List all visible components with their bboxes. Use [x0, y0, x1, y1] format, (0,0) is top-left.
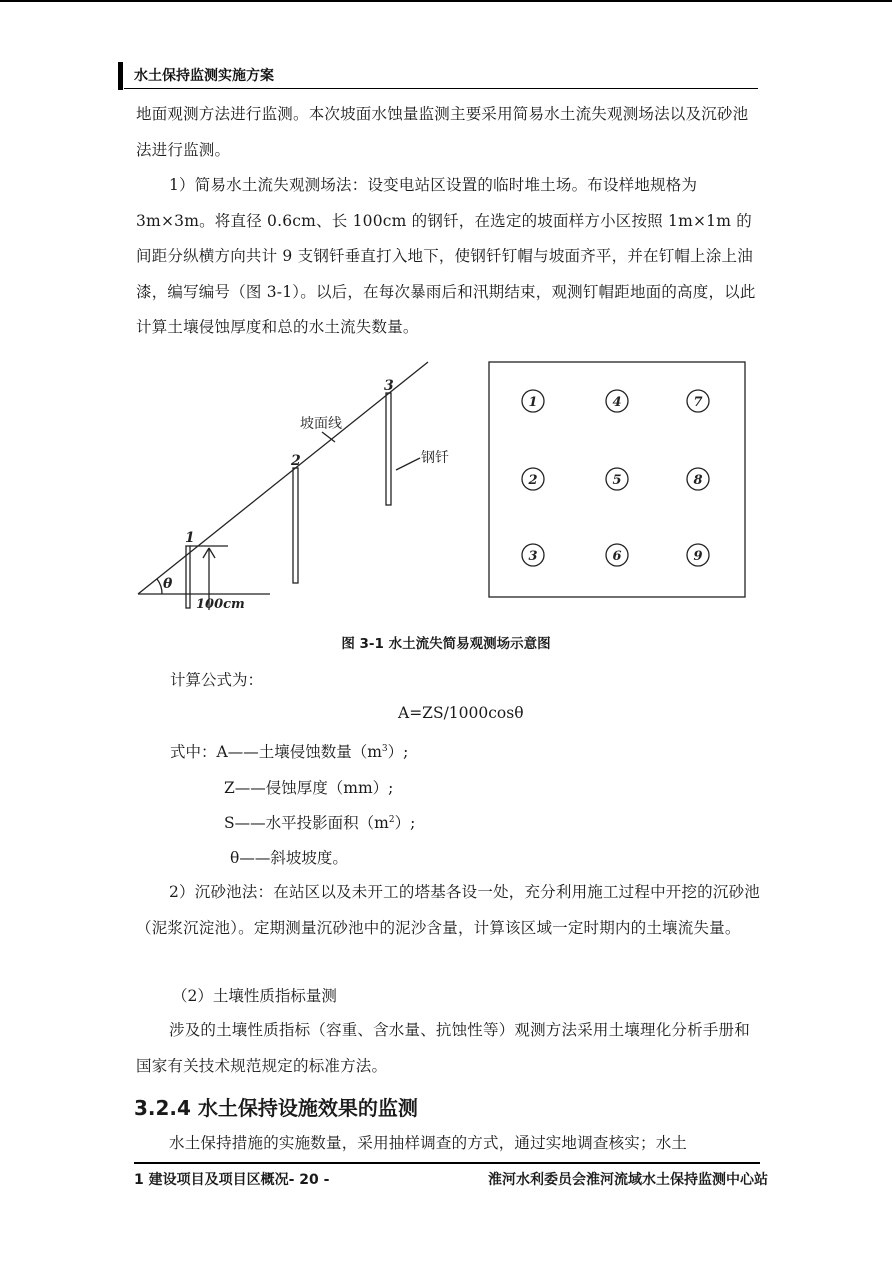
steel-rod-1: [186, 546, 190, 608]
angle-arc: [157, 579, 162, 594]
header-title: 水土保持监测实施方案: [134, 68, 274, 84]
header-bar: [118, 62, 123, 90]
paragraph-intro: 地面观测方法进行监测。本次坡面水蚀量监测主要采用简易水土流失观测场法以及沉砂池法进行监测。: [136, 105, 749, 159]
soil-property-subheading: （2）土壤性质指标量测: [172, 987, 337, 1005]
steel-rod-label: 钢钎: [421, 450, 449, 466]
definition-prefix: 式中：: [170, 743, 217, 761]
formula-equation: A=ZS/1000cosθ: [398, 704, 524, 722]
grid-number-9: 9: [693, 549, 703, 564]
definition-s-superscript: 2: [388, 814, 395, 825]
definition-s: [224, 811, 415, 833]
section-heading: 3.2.4 水土保持设施效果的监测: [134, 1096, 418, 1120]
definition-s-end: ）;: [394, 814, 416, 832]
top-border: [0, 0, 892, 2]
rod-number-1: 1: [185, 530, 195, 546]
grid-number-7: 7: [693, 395, 703, 410]
arrow-head-left: [203, 548, 209, 558]
depth-label: 100cm: [196, 597, 245, 612]
footer-rule: [134, 1162, 760, 1164]
formula-intro: 计算公式为：: [170, 671, 264, 689]
paragraph-simple-field-method: 1）简易水土流失观测场法：设变电站区设置的临时堆土场。布设样地规格为 3m×3m。将直径 0.6cm、长 100cm 的钢钎，在选定的坡面样方小区按照 1m×1m 的间距分纵横方向共计 9 支钢钎垂直打入地下，使钢钎钉帽与坡面齐平，并在钉帽上涂上油漆，编写编号（图 3-1）。以后，在每次暴雨后和汛期结束，观测钉帽距地面的高度，以此计算土壤侵蚀厚度和总的水土流失数量。: [136, 176, 756, 336]
paragraph-facility-effect: 水土保持措施的实施数量，采用抽样调查的方式，通过实地调查核实；水土: [169, 1134, 688, 1152]
slope-diagram: [138, 362, 428, 610]
header-rule: [124, 88, 758, 89]
definition-s-text: S——水平投影面积（m: [224, 814, 389, 832]
definition-z: Z——侵蚀厚度（mm）;: [224, 779, 394, 797]
definition-a-superscript: 3: [381, 743, 388, 754]
slope-line-label: 坡面线: [300, 416, 342, 432]
footer-chapter-page: 1 建设项目及项目区概况- 20 -: [134, 1172, 330, 1188]
footer-organization: 淮河水利委员会淮河流域水土保持监测中心站: [488, 1172, 768, 1188]
steel-rod-2: [293, 468, 298, 583]
figure-caption: 图 3-1 水土流失简易观测场示意图: [341, 636, 551, 652]
grid-number-5: 5: [612, 473, 622, 488]
grid-number-6: 6: [612, 549, 622, 564]
arrow-head-right: [209, 548, 215, 558]
paragraph-sedimentation-tank-method: 2）沉砂池法：在站区以及未开工的塔基各设一处，充分利用施工过程中开挖的沉砂池（泥浆沉淀池）。定期测量沉砂池中的泥沙含量，计算该区域一定时期内的土壤流失量。: [136, 883, 760, 937]
definition-a-text: A——土壤侵蚀数量（m: [216, 743, 382, 761]
grid-number-1: 1: [528, 395, 538, 410]
theta-label: θ: [163, 576, 173, 592]
paragraph-soil-properties: 涉及的土壤性质指标（容重、含水量、抗蚀性等）观测方法采用土壤理化分析手册和国家有关技术规范规定的标准方法。: [136, 1021, 750, 1075]
slope-leader-line: [322, 432, 335, 442]
definition-a-end: ）;: [387, 743, 409, 761]
grid-number-8: 8: [693, 473, 703, 488]
definition-theta: θ——斜坡坡度。: [230, 849, 348, 867]
grid-number-3: 3: [528, 549, 538, 564]
steel-rod-3: [386, 393, 391, 505]
rod-leader-line: [396, 458, 420, 470]
grid-number-2: 2: [528, 473, 538, 488]
rod-number-2: 2: [291, 453, 301, 469]
definition-a: [170, 740, 408, 762]
figure-erosion-field-diagram: [0, 350, 892, 620]
slope-line: [138, 362, 428, 594]
grid-number-4: 4: [612, 395, 622, 410]
rod-number-3: 3: [384, 378, 394, 394]
